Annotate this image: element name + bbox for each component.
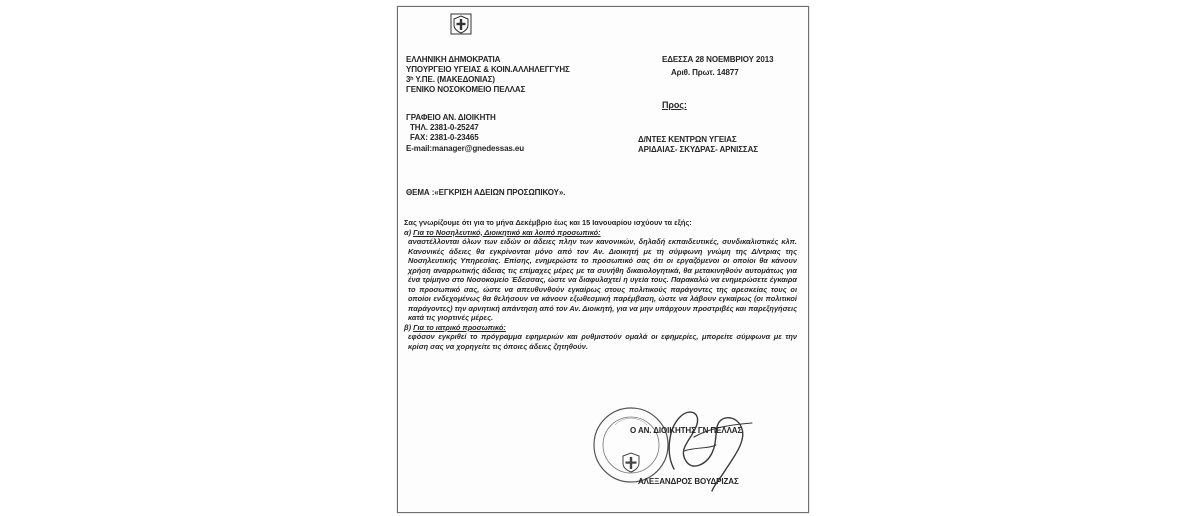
section-a-label: α) — [404, 227, 412, 237]
office-tel: ΤΗΛ. 2381-0-25247 — [410, 123, 479, 132]
office-fax: FAX: 2381-0-23465 — [410, 133, 479, 142]
section-a-title: Για το Νοσηλευτικό, Διοικητικό και λοιπό προσωπικό: — [413, 227, 601, 237]
letter-body — [404, 218, 797, 351]
section-b-label: β) — [404, 322, 412, 332]
recipient-line-2: ΑΡΙΔΑΙΑΣ- ΣΚΥΔΡΑΣ- ΑΡΝΙΣΣΑΣ — [638, 145, 758, 154]
header-line-4: ΓΕΝΙΚΟ ΝΟΣΟΚΟΜΕΙΟ ΠΕΛΛΑΣ — [406, 85, 526, 94]
signatory-title: Ο ΑΝ. ΔΙΟΙΚΗΤΗΣ ΓΝ ΠΕΛΛΑΣ — [630, 426, 743, 435]
signatory-name: ΑΛΕΞΑΝΔΡΟΣ ΒΟΥΔΡΙΖΑΣ — [638, 477, 739, 486]
header-line-1: ΕΛΛΗΝΙΚΗ ΔΗΜΟΚΡΑΤΙΑ — [406, 55, 501, 64]
recipient-label: Προς: — [662, 100, 687, 110]
letter-date: ΕΔΕΣΣΑ 28 ΝΟΕΜΒΡΙΟΥ 2013 — [662, 55, 774, 64]
greek-emblem-icon — [450, 13, 472, 35]
section-b-title: Για το ιατρικό προσωπικό: — [413, 322, 506, 332]
protocol-number: Αριθ. Πρωτ. 14877 — [671, 68, 739, 77]
section-b-text: εφόσον εγκριθεί το πρόγραμμα εφημεριών και ρυθμιστούν ομαλά οι εφημερίες, μπορείτε σύμφωνα με την κρίση σας να χορηγείτε τις όποιες άδειες ζητηθούν. — [408, 332, 797, 351]
office-name: ΓΡΑΦΕΙΟ ΑΝ. ΔΙΟΙΚΗΤΗ — [406, 113, 496, 122]
header-line-3: 3ʰ Υ.ΠΕ. (ΜΑΚΕΔΟΝΙΑΣ) — [406, 75, 495, 84]
recipient-line-1: Δ/ΝΤΕΣ ΚΕΝΤΡΩΝ ΥΓΕΙΑΣ — [638, 135, 737, 144]
letter-page — [397, 6, 809, 513]
office-email: E-mail:manager@gnedessas.eu — [406, 144, 525, 153]
header-line-2: ΥΠΟΥΡΓΕΙΟ ΥΓΕΙΑΣ & ΚΟΙΝ.ΑΛΛΗΛΕΓΓΥΗΣ — [406, 65, 570, 74]
subject-line: ΘΕΜΑ :«ΕΓΚΡΙΣΗ ΑΔΕΙΩΝ ΠΡΟΣΩΠΙΚΟΥ». — [406, 188, 566, 197]
section-a-text: αναστέλλονται όλων των ειδών οι άδειες πλην των κανονικών, δηλαδή εκπαιδευτικές, συνδικαλιστικές κλπ. Κανονικές άδειες θα εγκρίνονται μόνο από τον Αν. Διοικητή με τη σύμφωνη γνώμη της Δ/ντριας της Νοσηλευτικής Υπηρεσίας. Επίσης, ενημερώστε το προσωπικό σας ότι οι εργαζόμενοι οι οποίοι θα κάνουν χρήση αναρρωτικής άδειας τις επίμαχες μέρες με τα συνήθη δικαιολογητικά, θα μετακινηθούν αυτομάτως για ένα τρίμηνο στο Νοσοκομείο Έδεσσας, ώστε να διαφυλαχτεί η υγεία τους. Παρακαλώ να ενημερώσετε έγκαιρα το προσωπικό σας, ώστε να απευθυνθούν εγκαίρως στους πολιτικούς παράγοντες της αρεσκείας τους οι οποίοι ενδεχομένως θα θελήσουν να κάνουν εξωθεσμική παρέμβαση, ώστε να λάβουν εγκαίρως (οι πολιτικοί παράγοντες) την αρνητική απάντηση από τον Αν. Διοικητή, για να μην υπάρχουν προστριβές και παρεξηγήσεις κατά τις γιορτινές μέρες. — [408, 237, 797, 322]
body-intro: Σας γνωρίζουμε ότι για το μήνα Δεκέμβριο έως και 15 Ιανουαρίου ισχύουν τα εξής: — [404, 218, 692, 227]
